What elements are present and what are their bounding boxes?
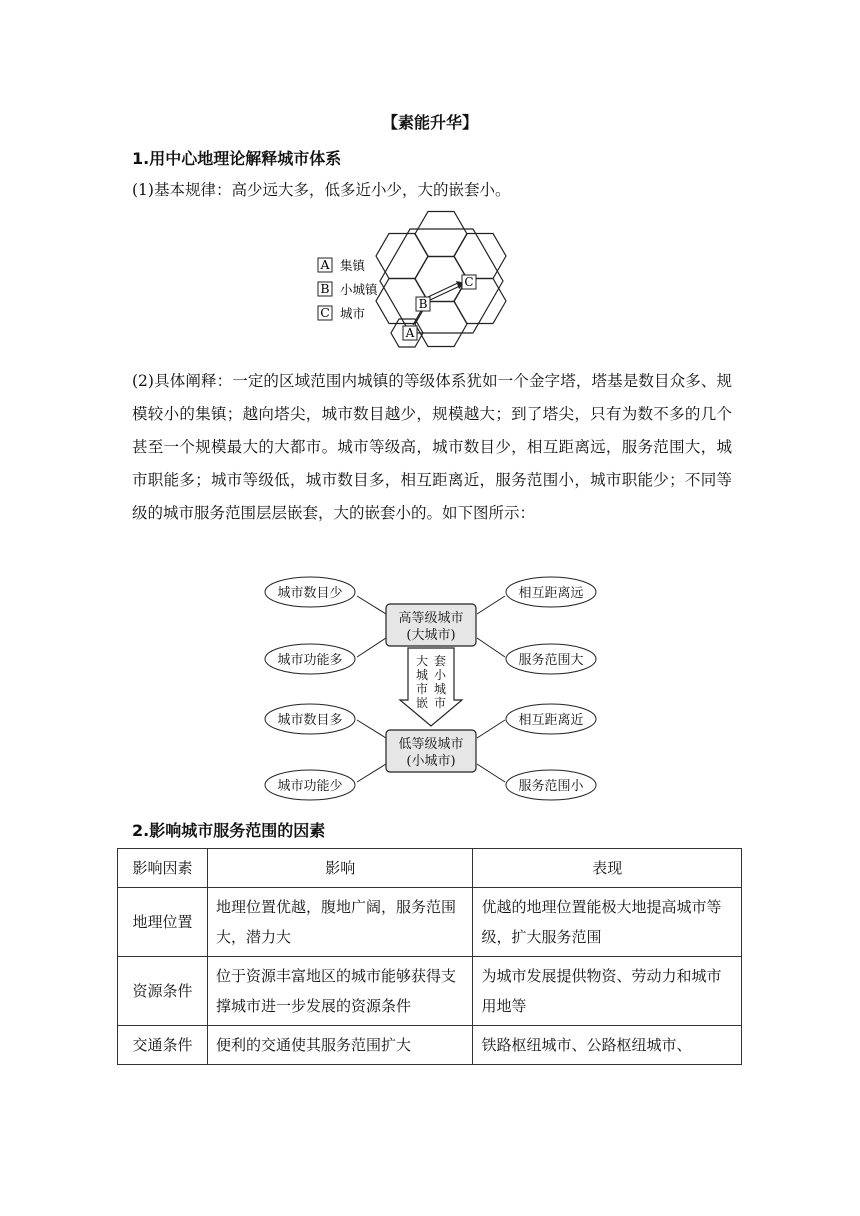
- ellipse-low-right-top: [506, 704, 596, 734]
- header-factor: 影响因素: [118, 849, 208, 888]
- factor-cell: 地理位置: [118, 888, 208, 957]
- factor-cell: 交通条件: [118, 1026, 208, 1065]
- city-hierarchy-flow-diagram: [262, 574, 598, 804]
- svg-text:服务范围小: 服务范围小: [518, 779, 584, 794]
- svg-text:大: 大: [415, 654, 429, 668]
- page-heading: 【素能升华】: [381, 113, 478, 132]
- svg-text:套: 套: [433, 654, 447, 668]
- svg-text:低等级城市: 低等级城市: [398, 737, 464, 752]
- svg-text:B: B: [418, 297, 428, 311]
- table-row: [118, 1026, 742, 1065]
- svg-text:城: 城: [415, 668, 429, 682]
- central-place-hex-diagram: [310, 205, 550, 365]
- section2-title: 2.影响城市服务范围的因素: [132, 821, 326, 840]
- svg-text:服务范围大: 服务范围大: [518, 653, 584, 668]
- performance-cell: 为城市发展提供物资、劳动力和城市用地等: [473, 957, 742, 1026]
- detailed-explanation-paragraph: (2)具体阐释：一定的区域范围内城镇的等级体系犹如一个金字塔，塔基是数目众多、规模较小的集镇；越向塔尖，城市数目越少，规模越大；到了塔尖，只有为数不多的几个甚至一个规模最大的大都市。城市等级高，城市数目少，相互距离远，服务范围大，城市职能多；城市等级低，城市数目多，相互距离近，服务范围小，城市职能少；不同等级的城市服务范围层层嵌套，大的嵌套小的。如下图所示：: [132, 372, 732, 522]
- svg-text:城市功能少: 城市功能少: [277, 779, 343, 794]
- influence-cell: 位于资源丰富地区的城市能够获得支撑城市进一步发展的资源条件: [207, 957, 473, 1026]
- influence-factors-table: [117, 848, 742, 1065]
- ellipse-low-right-bottom: [506, 770, 596, 800]
- enclosing-hexagon: [380, 229, 503, 333]
- svg-text:C: C: [464, 275, 474, 289]
- ellipse-high-left-bottom: [265, 644, 355, 674]
- basic-rule-paragraph: (1)基本规律：高少远大多，低多近小少，大的嵌套小。: [132, 181, 511, 199]
- ellipse-high-right-bottom: [506, 644, 596, 674]
- factor-cell: 资源条件: [118, 957, 208, 1026]
- ellipse-high-right-top: [506, 577, 596, 607]
- svg-text:A: A: [320, 257, 330, 272]
- influence-cell: 便利的交通使其服务范围扩大: [207, 1026, 473, 1065]
- header-performance: 表现: [473, 849, 742, 888]
- section1-title: 1.用中心地理论解释城市体系: [132, 149, 342, 168]
- svg-text:(大城市): (大城市): [406, 628, 456, 643]
- svg-text:城市数目多: 城市数目多: [277, 713, 343, 728]
- ellipse-low-left-bottom: [265, 770, 355, 800]
- svg-text:A: A: [405, 326, 415, 340]
- table-row: [118, 957, 742, 1026]
- svg-text:(小城市): (小城市): [406, 754, 456, 769]
- svg-text:B: B: [320, 281, 330, 296]
- legend-label-a: 集镇: [340, 258, 366, 273]
- svg-text:C: C: [320, 305, 330, 320]
- svg-text:相互距离远: 相互距离远: [518, 586, 584, 601]
- svg-text:市: 市: [433, 696, 447, 710]
- influence-cell: 地理位置优越，腹地广阔，服务范围大，潜力大: [207, 888, 473, 957]
- point-a: [403, 326, 417, 340]
- legend-label-c: 城市: [340, 306, 366, 321]
- svg-text:小: 小: [433, 668, 447, 682]
- point-b: [416, 297, 430, 311]
- performance-cell: 优越的地理位置能极大地提高城市等级，扩大服务范围: [473, 888, 742, 957]
- svg-text:城市功能多: 城市功能多: [277, 653, 343, 668]
- legend-label-b: 小城镇: [340, 282, 378, 297]
- svg-text:市: 市: [415, 682, 429, 696]
- ellipse-low-left-top: [265, 704, 355, 734]
- svg-text:嵌: 嵌: [415, 696, 429, 710]
- nesting-arrow: [400, 648, 462, 726]
- point-c: [462, 275, 476, 289]
- svg-text:相互距离近: 相互距离近: [518, 713, 584, 728]
- header-influence: 影响: [207, 849, 473, 888]
- svg-text:城: 城: [433, 682, 447, 696]
- low-level-city-box: [386, 730, 476, 772]
- high-level-city-box: [386, 604, 476, 646]
- hex-legend: [318, 257, 379, 321]
- table-row: [118, 888, 742, 957]
- ellipse-high-left-top: [265, 577, 355, 607]
- performance-cell: 铁路枢纽城市、公路枢纽城市、: [473, 1026, 742, 1065]
- svg-text:高等级城市: 高等级城市: [398, 611, 464, 626]
- table-header-row: [118, 849, 742, 888]
- svg-text:城市数目少: 城市数目少: [277, 586, 343, 601]
